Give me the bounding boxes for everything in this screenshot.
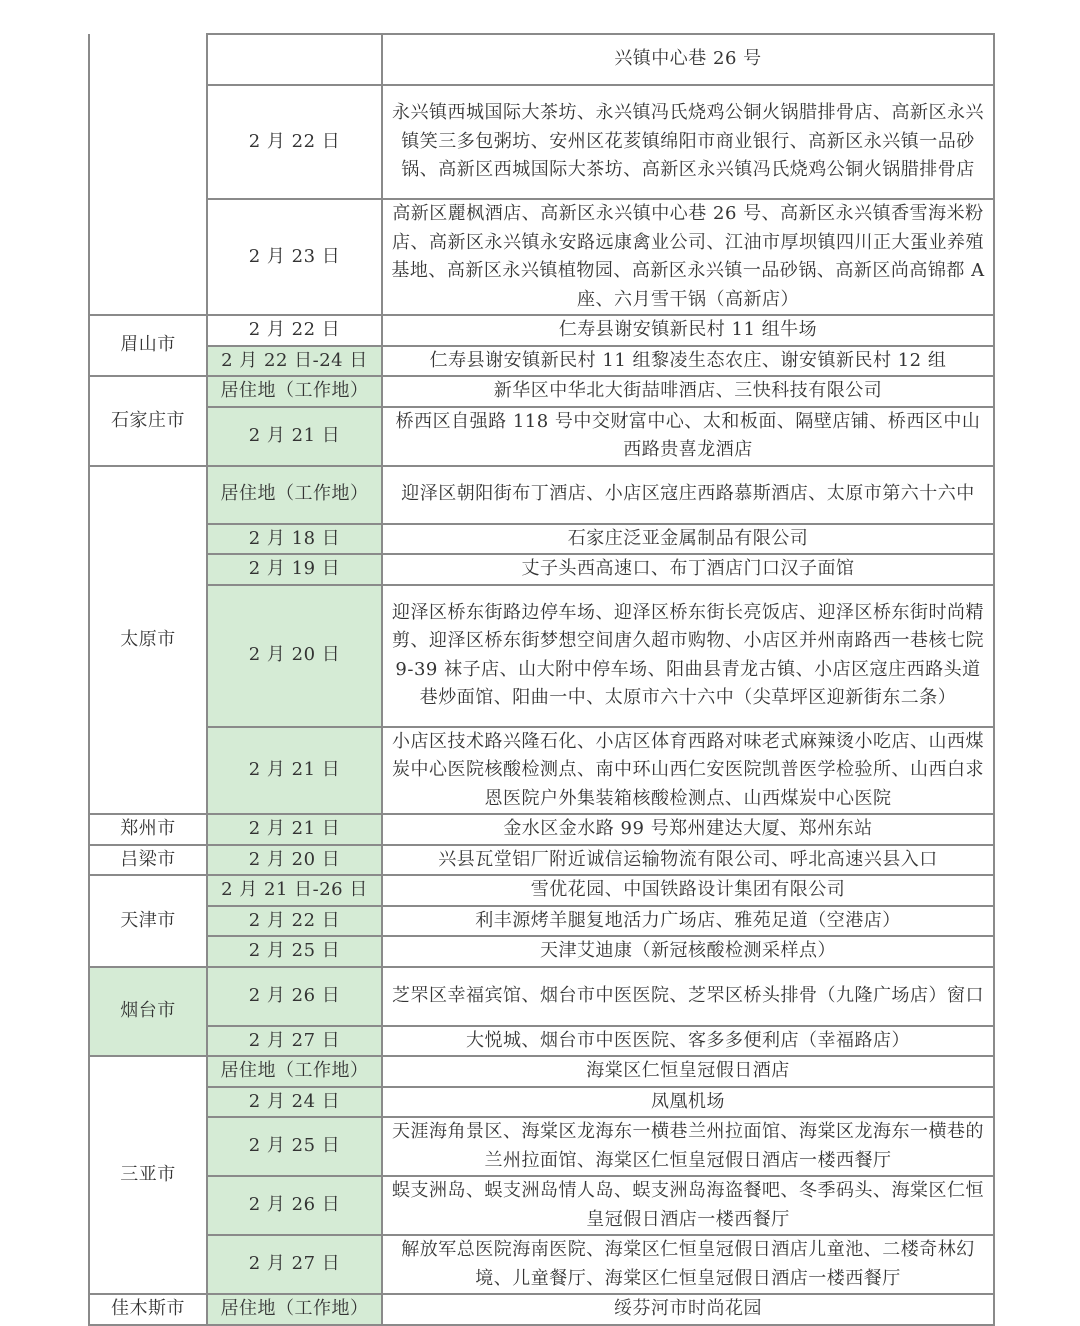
date-cell: 居住地（工作地） (207, 376, 382, 407)
place-cell: 解放军总医院海南医院、海棠区仁恒皇冠假日酒店儿童池、二楼奇林幻境、儿童餐厅、海棠区仁恒皇冠假日酒店一楼西餐厅 (382, 1235, 994, 1294)
date-cell: 居住地（工作地） (207, 466, 382, 524)
date-cell: 2 月 26 日 (207, 967, 382, 1026)
table-row (89, 315, 994, 346)
date-cell: 2 月 20 日 (207, 845, 382, 876)
place-cell: 凤凰机场 (382, 1087, 994, 1118)
date-cell: 2 月 20 日 (207, 585, 382, 727)
table-row (89, 346, 994, 377)
table-row (89, 199, 994, 315)
city-cell (89, 34, 207, 315)
date-cell: 2 月 22 日 (207, 85, 382, 199)
date-cell: 2 月 25 日 (207, 1117, 382, 1176)
date-cell: 2 月 21 日-26 日 (207, 875, 382, 906)
table-row (89, 1117, 994, 1176)
date-cell: 2 月 25 日 (207, 936, 382, 967)
table-row (89, 845, 994, 876)
table-row (89, 524, 994, 555)
table-row (89, 967, 994, 1026)
date-cell: 2 月 23 日 (207, 199, 382, 315)
place-cell: 迎泽区桥东街路边停车场、迎泽区桥东街长亮饭店、迎泽区桥东街时尚精剪、迎泽区桥东街梦想空间唐久超市购物、小店区并州南路西一巷核七院 9-39 袜子店、山大附中停车场、阳曲县青龙古镇、小店区寇庄西路头道巷炒面馆、阳曲一中、太原市六十六中（尖草坪区迎新街东二条） (382, 585, 994, 727)
locations-table (88, 33, 995, 1326)
place-cell: 海棠区仁恒皇冠假日酒店 (382, 1056, 994, 1087)
table-row (89, 906, 994, 937)
table-row (89, 1087, 994, 1118)
table-row (89, 1176, 994, 1235)
place-cell: 小店区技术路兴隆石化、小店区体育西路对味老式麻辣烫小吃店、山西煤炭中心医院核酸检测点、南中环山西仁安医院凯普医学检验所、山西白求恩医院户外集装箱核酸检测点、山西煤炭中心医院 (382, 727, 994, 815)
place-cell: 丈子头西高速口、布丁酒店门口汉子面馆 (382, 554, 994, 585)
date-cell: 2 月 22 日 (207, 315, 382, 346)
table-row (89, 34, 994, 85)
city-cell: 佳木斯市 (89, 1294, 207, 1325)
city-cell: 太原市 (89, 466, 207, 815)
place-cell: 兴镇中心巷 26 号 (382, 34, 994, 85)
date-cell: 2 月 19 日 (207, 554, 382, 585)
date-cell: 2 月 22 日 (207, 906, 382, 937)
city-cell: 天津市 (89, 875, 207, 967)
table-body (89, 34, 994, 1325)
place-cell: 石家庄泛亚金属制品有限公司 (382, 524, 994, 555)
table-row (89, 1235, 994, 1294)
city-cell: 三亚市 (89, 1056, 207, 1294)
date-cell: 2 月 21 日 (207, 814, 382, 845)
date-cell: 2 月 21 日 (207, 727, 382, 815)
date-cell: 2 月 27 日 (207, 1235, 382, 1294)
place-cell: 金水区金水路 99 号郑州建达大厦、郑州东站 (382, 814, 994, 845)
city-cell: 石家庄市 (89, 376, 207, 466)
date-cell: 2 月 26 日 (207, 1176, 382, 1235)
place-cell: 绥芬河市时尚花园 (382, 1294, 994, 1325)
place-cell: 大悦城、烟台市中医医院、客多多便利店（幸福路店） (382, 1026, 994, 1057)
place-cell: 仁寿县谢安镇新民村 11 组黎凌生态农庄、谢安镇新民村 12 组 (382, 346, 994, 377)
table-row (89, 1294, 994, 1325)
date-cell (207, 34, 382, 85)
date-cell: 2 月 27 日 (207, 1026, 382, 1057)
date-cell: 2 月 22 日-24 日 (207, 346, 382, 377)
city-cell: 吕梁市 (89, 845, 207, 876)
table-row (89, 85, 994, 199)
table-row (89, 1026, 994, 1057)
place-cell: 迎泽区朝阳街布丁酒店、小店区寇庄西路慕斯酒店、太原市第六十六中 (382, 466, 994, 524)
table-row (89, 466, 994, 524)
place-cell: 天涯海角景区、海棠区龙海东一横巷兰州拉面馆、海棠区龙海东一横巷的兰州拉面馆、海棠区仁恒皇冠假日酒店一楼西餐厅 (382, 1117, 994, 1176)
date-cell: 2 月 24 日 (207, 1087, 382, 1118)
place-cell: 高新区麗枫酒店、高新区永兴镇中心巷 26 号、高新区永兴镇香雪海米粉店、高新区永兴镇永安路远康禽业公司、江油市厚坝镇四川正大蛋业养殖基地、高新区永兴镇植物园、高新区永兴镇一品砂锅、高新区尚高锦都 A 座、六月雪干锅（高新店） (382, 199, 994, 315)
table-row (89, 936, 994, 967)
city-cell: 烟台市 (89, 967, 207, 1057)
city-cell: 眉山市 (89, 315, 207, 376)
place-cell: 蜈支洲岛、蜈支洲岛情人岛、蜈支洲岛海盗餐吧、冬季码头、海棠区仁恒皇冠假日酒店一楼西餐厅 (382, 1176, 994, 1235)
place-cell: 仁寿县谢安镇新民村 11 组牛场 (382, 315, 994, 346)
table-row (89, 814, 994, 845)
city-cell: 郑州市 (89, 814, 207, 845)
place-cell: 桥西区自强路 118 号中交财富中心、太和板面、隔壁店铺、桥西区中山西路贵喜龙酒店 (382, 407, 994, 466)
table-row (89, 1056, 994, 1087)
table-row (89, 554, 994, 585)
place-cell: 雪优花园、中国铁路设计集团有限公司 (382, 875, 994, 906)
date-cell: 居住地（工作地） (207, 1056, 382, 1087)
place-cell: 永兴镇西城国际大茶坊、永兴镇冯氏烧鸡公铜火锅腊排骨店、高新区永兴镇笑三多包粥坊、安州区花荄镇绵阳市商业银行、高新区永兴镇一品砂锅、高新区西城国际大茶坊、高新区永兴镇冯氏烧鸡公铜火锅腊排骨店 (382, 85, 994, 199)
date-cell: 2 月 18 日 (207, 524, 382, 555)
table-row (89, 875, 994, 906)
date-cell: 2 月 21 日 (207, 407, 382, 466)
table-row (89, 727, 994, 815)
place-cell: 利丰源烤羊腿复地活力广场店、雅苑足道（空港店） (382, 906, 994, 937)
place-cell: 新华区中华北大街喆啡酒店、三快科技有限公司 (382, 376, 994, 407)
place-cell: 兴县瓦堂铝厂附近诚信运输物流有限公司、呼北高速兴县入口 (382, 845, 994, 876)
date-cell: 居住地（工作地） (207, 1294, 382, 1325)
place-cell: 天津艾迪康（新冠核酸检测采样点） (382, 936, 994, 967)
place-cell: 芝罘区幸福宾馆、烟台市中医医院、芝罘区桥头排骨（九隆广场店）窗口 (382, 967, 994, 1026)
table-row (89, 407, 994, 466)
table-row (89, 376, 994, 407)
table-row (89, 585, 994, 727)
